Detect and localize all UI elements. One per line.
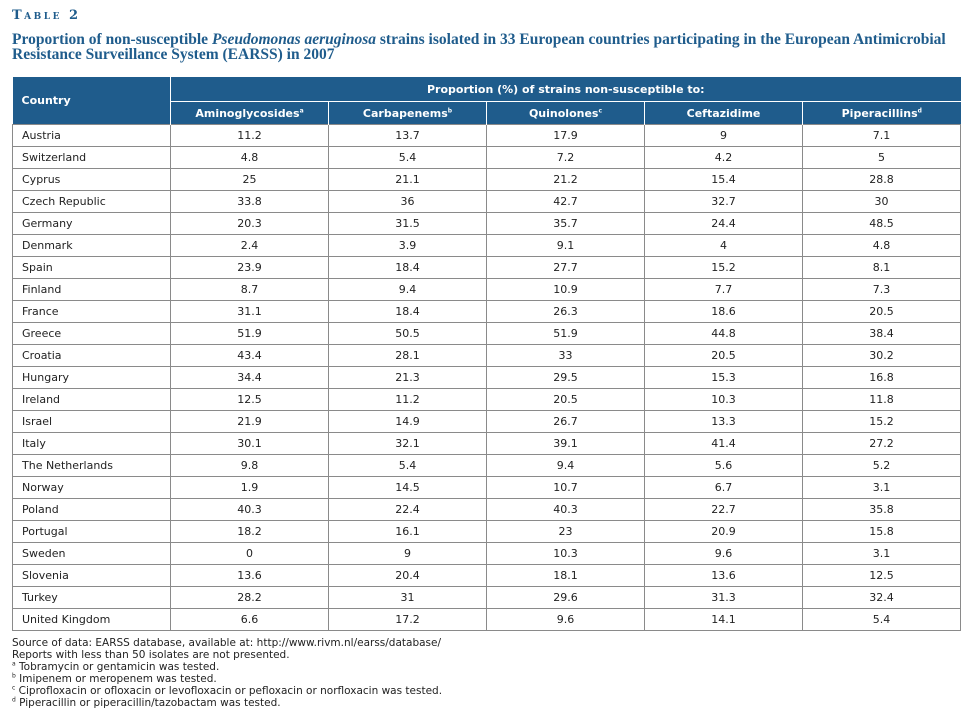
value-cell: 4.2: [645, 147, 803, 169]
header-country: Country: [13, 77, 171, 125]
country-cell: Finland: [13, 279, 171, 301]
table-row: [13, 455, 961, 477]
header-label: Carbapenems: [362, 106, 448, 120]
value-cell: 27.2: [803, 433, 961, 455]
country-cell: Switzerland: [13, 147, 171, 169]
country-cell: Czech Republic: [13, 191, 171, 213]
country-cell: Spain: [13, 257, 171, 279]
value-cell: 31.1: [171, 301, 329, 323]
value-cell: 22.4: [329, 499, 487, 521]
value-cell: 9: [329, 543, 487, 565]
value-cell: 18.2: [171, 521, 329, 543]
value-cell: 15.3: [645, 367, 803, 389]
value-cell: 31.5: [329, 213, 487, 235]
note-line: [12, 661, 960, 673]
country-cell: Israel: [13, 411, 171, 433]
value-cell: 3.1: [803, 477, 961, 499]
value-cell: 20.9: [645, 521, 803, 543]
header-carbapenems: [329, 102, 487, 125]
value-cell: 48.5: [803, 213, 961, 235]
country-cell: Greece: [13, 323, 171, 345]
value-cell: 21.3: [329, 367, 487, 389]
table-row: [13, 147, 961, 169]
table-row: [13, 345, 961, 367]
country-cell: Denmark: [13, 235, 171, 257]
header-label: Ceftazidime: [686, 106, 761, 120]
value-cell: 13.3: [645, 411, 803, 433]
value-cell: 24.4: [645, 213, 803, 235]
value-cell: 20.5: [645, 345, 803, 367]
header-ceftazidime: [645, 102, 803, 125]
country-cell: Norway: [13, 477, 171, 499]
value-cell: 30.2: [803, 345, 961, 367]
table-row: [13, 323, 961, 345]
value-cell: 51.9: [487, 323, 645, 345]
table-row: [13, 213, 961, 235]
country-cell: United Kingdom: [13, 609, 171, 631]
country-cell: The Netherlands: [13, 455, 171, 477]
table-row: [13, 565, 961, 587]
value-cell: 12.5: [803, 565, 961, 587]
value-cell: 39.1: [487, 433, 645, 455]
value-cell: 32.4: [803, 587, 961, 609]
value-cell: 4: [645, 235, 803, 257]
caption-organism: Pseudomonas aeruginosa: [211, 31, 377, 48]
value-cell: 33: [487, 345, 645, 367]
table-row: [13, 609, 961, 631]
value-cell: 23: [487, 521, 645, 543]
value-cell: 11.2: [171, 125, 329, 147]
value-cell: 13.7: [329, 125, 487, 147]
table-row: [13, 477, 961, 499]
value-cell: 36: [329, 191, 487, 213]
value-cell: 18.4: [329, 301, 487, 323]
value-cell: 28.1: [329, 345, 487, 367]
value-cell: 6.6: [171, 609, 329, 631]
value-cell: 6.7: [645, 477, 803, 499]
country-cell: Italy: [13, 433, 171, 455]
value-cell: 35.7: [487, 213, 645, 235]
value-cell: 15.2: [645, 257, 803, 279]
table-row: [13, 235, 961, 257]
table-row: [13, 521, 961, 543]
table-row: [13, 587, 961, 609]
value-cell: 29.6: [487, 587, 645, 609]
value-cell: 25: [171, 169, 329, 191]
note-line: [12, 697, 960, 709]
value-cell: 23.9: [171, 257, 329, 279]
header-quinolones: [487, 102, 645, 125]
value-cell: 29.5: [487, 367, 645, 389]
country-cell: Turkey: [13, 587, 171, 609]
note-line: [12, 649, 960, 661]
note-line: [12, 637, 960, 649]
value-cell: 32.7: [645, 191, 803, 213]
value-cell: 7.3: [803, 279, 961, 301]
value-cell: 9: [645, 125, 803, 147]
value-cell: 5.4: [329, 147, 487, 169]
value-cell: 42.7: [487, 191, 645, 213]
value-cell: 13.6: [645, 565, 803, 587]
value-cell: 32.1: [329, 433, 487, 455]
table-row: [13, 169, 961, 191]
value-cell: 20.5: [803, 301, 961, 323]
value-cell: 18.4: [329, 257, 487, 279]
value-cell: 40.3: [487, 499, 645, 521]
country-cell: Poland: [13, 499, 171, 521]
value-cell: 17.9: [487, 125, 645, 147]
caption-text-post: strains isolated in 33 European countries participating in the European Antimicrobial Resistance Surveillance System (EARSS) in 2007: [12, 31, 946, 63]
value-cell: 21.2: [487, 169, 645, 191]
value-cell: 9.4: [487, 455, 645, 477]
value-cell: 26.3: [487, 301, 645, 323]
note-text: Imipenem or meropenem was tested.: [15, 673, 217, 685]
value-cell: 4.8: [171, 147, 329, 169]
note-line: [12, 673, 960, 685]
value-cell: 5.4: [329, 455, 487, 477]
value-cell: 10.7: [487, 477, 645, 499]
value-cell: 7.7: [645, 279, 803, 301]
country-cell: Hungary: [13, 367, 171, 389]
value-cell: 1.9: [171, 477, 329, 499]
value-cell: 9.4: [329, 279, 487, 301]
value-cell: 5.2: [803, 455, 961, 477]
country-cell: Portugal: [13, 521, 171, 543]
value-cell: 50.5: [329, 323, 487, 345]
value-cell: 30.1: [171, 433, 329, 455]
value-cell: 20.5: [487, 389, 645, 411]
country-cell: Ireland: [13, 389, 171, 411]
value-cell: 3.9: [329, 235, 487, 257]
table-row: [13, 367, 961, 389]
table-row: [13, 389, 961, 411]
value-cell: 7.1: [803, 125, 961, 147]
value-cell: 21.9: [171, 411, 329, 433]
value-cell: 14.1: [645, 609, 803, 631]
value-cell: 15.4: [645, 169, 803, 191]
value-cell: 27.7: [487, 257, 645, 279]
caption-text-pre: Proportion of non-susceptible: [12, 31, 212, 48]
table-row: [13, 543, 961, 565]
footnote-marker: d: [917, 106, 922, 114]
note-text: Source of data: EARSS database, available at: http://www.rivm.nl/earss/database/: [12, 637, 442, 649]
value-cell: 31: [329, 587, 487, 609]
value-cell: 8.7: [171, 279, 329, 301]
value-cell: 41.4: [645, 433, 803, 455]
value-cell: 20.3: [171, 213, 329, 235]
resistance-table: [12, 77, 961, 631]
note-text: Tobramycin or gentamicin was tested.: [15, 661, 220, 673]
country-cell: Slovenia: [13, 565, 171, 587]
table-notes: [12, 637, 960, 709]
value-cell: 11.2: [329, 389, 487, 411]
value-cell: 51.9: [171, 323, 329, 345]
value-cell: 20.4: [329, 565, 487, 587]
value-cell: 5.6: [645, 455, 803, 477]
value-cell: 14.9: [329, 411, 487, 433]
value-cell: 13.6: [171, 565, 329, 587]
header-piperacillins: [803, 102, 961, 125]
value-cell: 10.3: [487, 543, 645, 565]
value-cell: 9.8: [171, 455, 329, 477]
value-cell: 18.1: [487, 565, 645, 587]
table-row: [13, 191, 961, 213]
footnote-marker: b: [12, 672, 16, 680]
footnote-marker: c: [598, 106, 603, 114]
country-cell: France: [13, 301, 171, 323]
country-cell: Sweden: [13, 543, 171, 565]
value-cell: 44.8: [645, 323, 803, 345]
footnote-marker: c: [12, 684, 16, 692]
value-cell: 34.4: [171, 367, 329, 389]
value-cell: 17.2: [329, 609, 487, 631]
value-cell: 18.6: [645, 301, 803, 323]
footnote-marker: d: [12, 696, 16, 704]
value-cell: 11.8: [803, 389, 961, 411]
value-cell: 12.5: [171, 389, 329, 411]
table-row: [13, 411, 961, 433]
note-line: [12, 685, 960, 697]
value-cell: 15.2: [803, 411, 961, 433]
note-text: Piperacillin or piperacillin/tazobactam was tested.: [15, 697, 281, 709]
country-cell: Austria: [13, 125, 171, 147]
header-label: Aminoglycosides: [195, 106, 300, 120]
header-aminoglycosides: [171, 102, 329, 125]
footnote-marker: b: [447, 106, 453, 114]
table-row: [13, 279, 961, 301]
table-row: [13, 257, 961, 279]
note-text: Reports with less than 50 isolates are not presented.: [12, 649, 290, 661]
value-cell: 31.3: [645, 587, 803, 609]
table-caption: [12, 32, 960, 62]
value-cell: 10.9: [487, 279, 645, 301]
value-cell: 9.6: [487, 609, 645, 631]
value-cell: 26.7: [487, 411, 645, 433]
header-label: Piperacillins: [841, 106, 918, 120]
table-label: Table 2: [12, 8, 81, 23]
value-cell: 9.6: [645, 543, 803, 565]
value-cell: 33.8: [171, 191, 329, 213]
value-cell: 2.4: [171, 235, 329, 257]
note-text: Ciprofloxacin or ofloxacin or levofloxacin or pefloxacin or norfloxacin was tested.: [15, 685, 443, 697]
value-cell: 0: [171, 543, 329, 565]
value-cell: 16.8: [803, 367, 961, 389]
table-row: [13, 499, 961, 521]
value-cell: 3.1: [803, 543, 961, 565]
header-group: Proportion (%) of strains non-susceptible to:: [171, 77, 961, 102]
value-cell: 43.4: [171, 345, 329, 367]
country-cell: Cyprus: [13, 169, 171, 191]
table-row: [13, 433, 961, 455]
header-label: Quinolones: [528, 106, 599, 120]
value-cell: 10.3: [645, 389, 803, 411]
footnote-marker: a: [299, 106, 304, 114]
table-row: [13, 301, 961, 323]
value-cell: 15.8: [803, 521, 961, 543]
value-cell: 28.2: [171, 587, 329, 609]
table-row: [13, 125, 961, 147]
value-cell: 8.1: [803, 257, 961, 279]
value-cell: 35.8: [803, 499, 961, 521]
value-cell: 7.2: [487, 147, 645, 169]
country-cell: Germany: [13, 213, 171, 235]
country-cell: Croatia: [13, 345, 171, 367]
value-cell: 16.1: [329, 521, 487, 543]
value-cell: 21.1: [329, 169, 487, 191]
document-page: [12, 6, 960, 709]
value-cell: 5.4: [803, 609, 961, 631]
value-cell: 22.7: [645, 499, 803, 521]
value-cell: 30: [803, 191, 961, 213]
footnote-marker: a: [12, 660, 16, 668]
value-cell: 4.8: [803, 235, 961, 257]
value-cell: 9.1: [487, 235, 645, 257]
value-cell: 38.4: [803, 323, 961, 345]
value-cell: 14.5: [329, 477, 487, 499]
value-cell: 5: [803, 147, 961, 169]
value-cell: 28.8: [803, 169, 961, 191]
value-cell: 40.3: [171, 499, 329, 521]
